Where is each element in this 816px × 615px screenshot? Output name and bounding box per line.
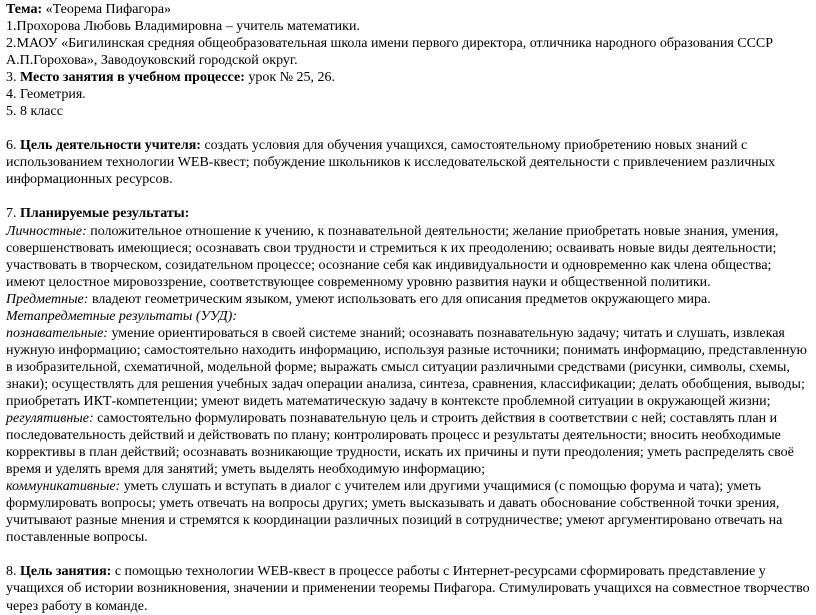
place-num: 3. — [6, 70, 20, 86]
communicative-text: уметь слушать и вступать в диалог с учителем или другими учащимися (с помощью форума и чата); уметь формулировать вопросы; уметь отвечать на вопросы других; уметь высказывать и давать обоснование собственной точки зрения, учитывают разные мнения и стремятся к координации различных позиций в сотрудничестве; умеют аргументировано отвечать на поставленные вопросы. — [6, 479, 783, 546]
topic-label: Тема: — [6, 2, 43, 17]
cognitive-paragraph — [6, 325, 810, 410]
place-label: Место занятия в учебном процессе: — [20, 70, 245, 86]
teacher-goal-num: 6. — [6, 138, 20, 154]
teacher-goal-label: Цель деятельности учителя: — [20, 138, 201, 154]
lesson-goal-num: 8. — [6, 564, 20, 580]
results-label: Планируемые результаты: — [20, 206, 190, 222]
teacher-goal-text: создать условия для обучения учащихся, самостоятельному приобретению новых знаний с использованием технологии WEB-квест; побуждение школьников к исследовательской деятельности с привлечением различных информационных ресурсов. — [6, 138, 776, 188]
regulatory-text: самостоятельно формулировать познавательную цель и строить действия в соответствии с ней; составлять план и последовательность действий и действовать по плану; контролировать процесс и результаты деятельности; вносить необходимые коррективы в план действий; осознавать возникающие трудности, искать их причины и пути преодоления; уметь распределять своё время и уделять время для занятий; уметь выделять необходимую информацию; — [6, 411, 794, 478]
subject-label: Предметные: — [6, 291, 89, 307]
place-value: урок № 25, 26. — [244, 70, 336, 86]
subject-line: 4. Геометрия. — [6, 87, 86, 103]
communicative-label: коммуникативные: — [6, 479, 121, 495]
subject-results-paragraph — [6, 291, 810, 308]
lesson-goal-label: Цель занятия: — [20, 564, 112, 580]
personal-results-continuation: имеют целостное мировоззрение, соответствующее современному уровню развития науки и общественной политики. — [6, 274, 711, 290]
spacer — [6, 546, 810, 563]
meta-results-heading — [6, 308, 810, 325]
school-line: 2.МАОУ «Бигилинская средняя общеобразовательная школа имени первого директора, отличника народного образования СССР А.П.Горохова», Заводоуковский городской округ. — [6, 36, 774, 69]
cognitive-label: познавательные: — [6, 325, 108, 341]
teacher-goal-paragraph — [6, 137, 810, 188]
topic-line — [6, 1, 810, 18]
personal-text: положительное отношение к учению, к познавательной деятельности; желание приобретать новые знания, умения, совершенствовать имеющиеся; осознавать свои трудности и стремиться к их преодолению; осваивать новые виды деятельности; участвовать в творческом, созидательном процессе; осознание себя как индивидуальности и одновременно как члена общества; — [6, 223, 779, 273]
meta-label: Метапредметные результаты (УУД): — [6, 308, 238, 324]
spacer — [6, 120, 810, 137]
results-num: 7. — [6, 206, 20, 222]
lesson-goal-paragraph — [6, 563, 810, 614]
place-line — [6, 69, 810, 86]
topic-value: «Теорема Пифагора» — [42, 2, 172, 17]
results-heading — [6, 205, 810, 222]
regulatory-paragraph — [6, 410, 810, 478]
grade-line: 5. 8 класс — [6, 104, 63, 120]
personal-results-paragraph — [6, 223, 810, 274]
teacher-line: 1.Прохорова Любовь Владимировна – учитель математики. — [6, 19, 360, 35]
subject-text: владеют геометрическим языком, умеют использовать его для описания предметов окружающего мира. — [88, 291, 711, 307]
spacer — [6, 188, 810, 205]
lesson-goal-text: с помощью технологии WEB-квест в процессе работы с Интернет-ресурсами сформировать представление у учащихся об истории возникновения, значении и применении теоремы Пифагора. Стимулировать учащихся на совместное творчество через работу в команде. — [6, 564, 810, 614]
cognitive-text: умение ориентироваться в своей системе знаний; осознавать познавательную задачу; читать и слушать, извлекая нужную информацию; самостоятельно находить информацию, используя разные источники; понимать информацию, представленную в изобразительной, схематичной, модельной форме; выражать смысл ситуации различными средствами (рисунки, символы, схемы, знаки); осуществлять для решения учебных задач операции анализа, синтеза, сравнения, классификации; делать обобщения, выводы; приобретать ИКТ-компетенции; умеют видеть математическую задачу в контексте проблемной ситуации в окружающей жизни; — [6, 325, 807, 409]
communicative-paragraph — [6, 478, 810, 546]
personal-label: Личностные: — [6, 223, 87, 239]
regulatory-label: регулятивные: — [6, 411, 94, 427]
